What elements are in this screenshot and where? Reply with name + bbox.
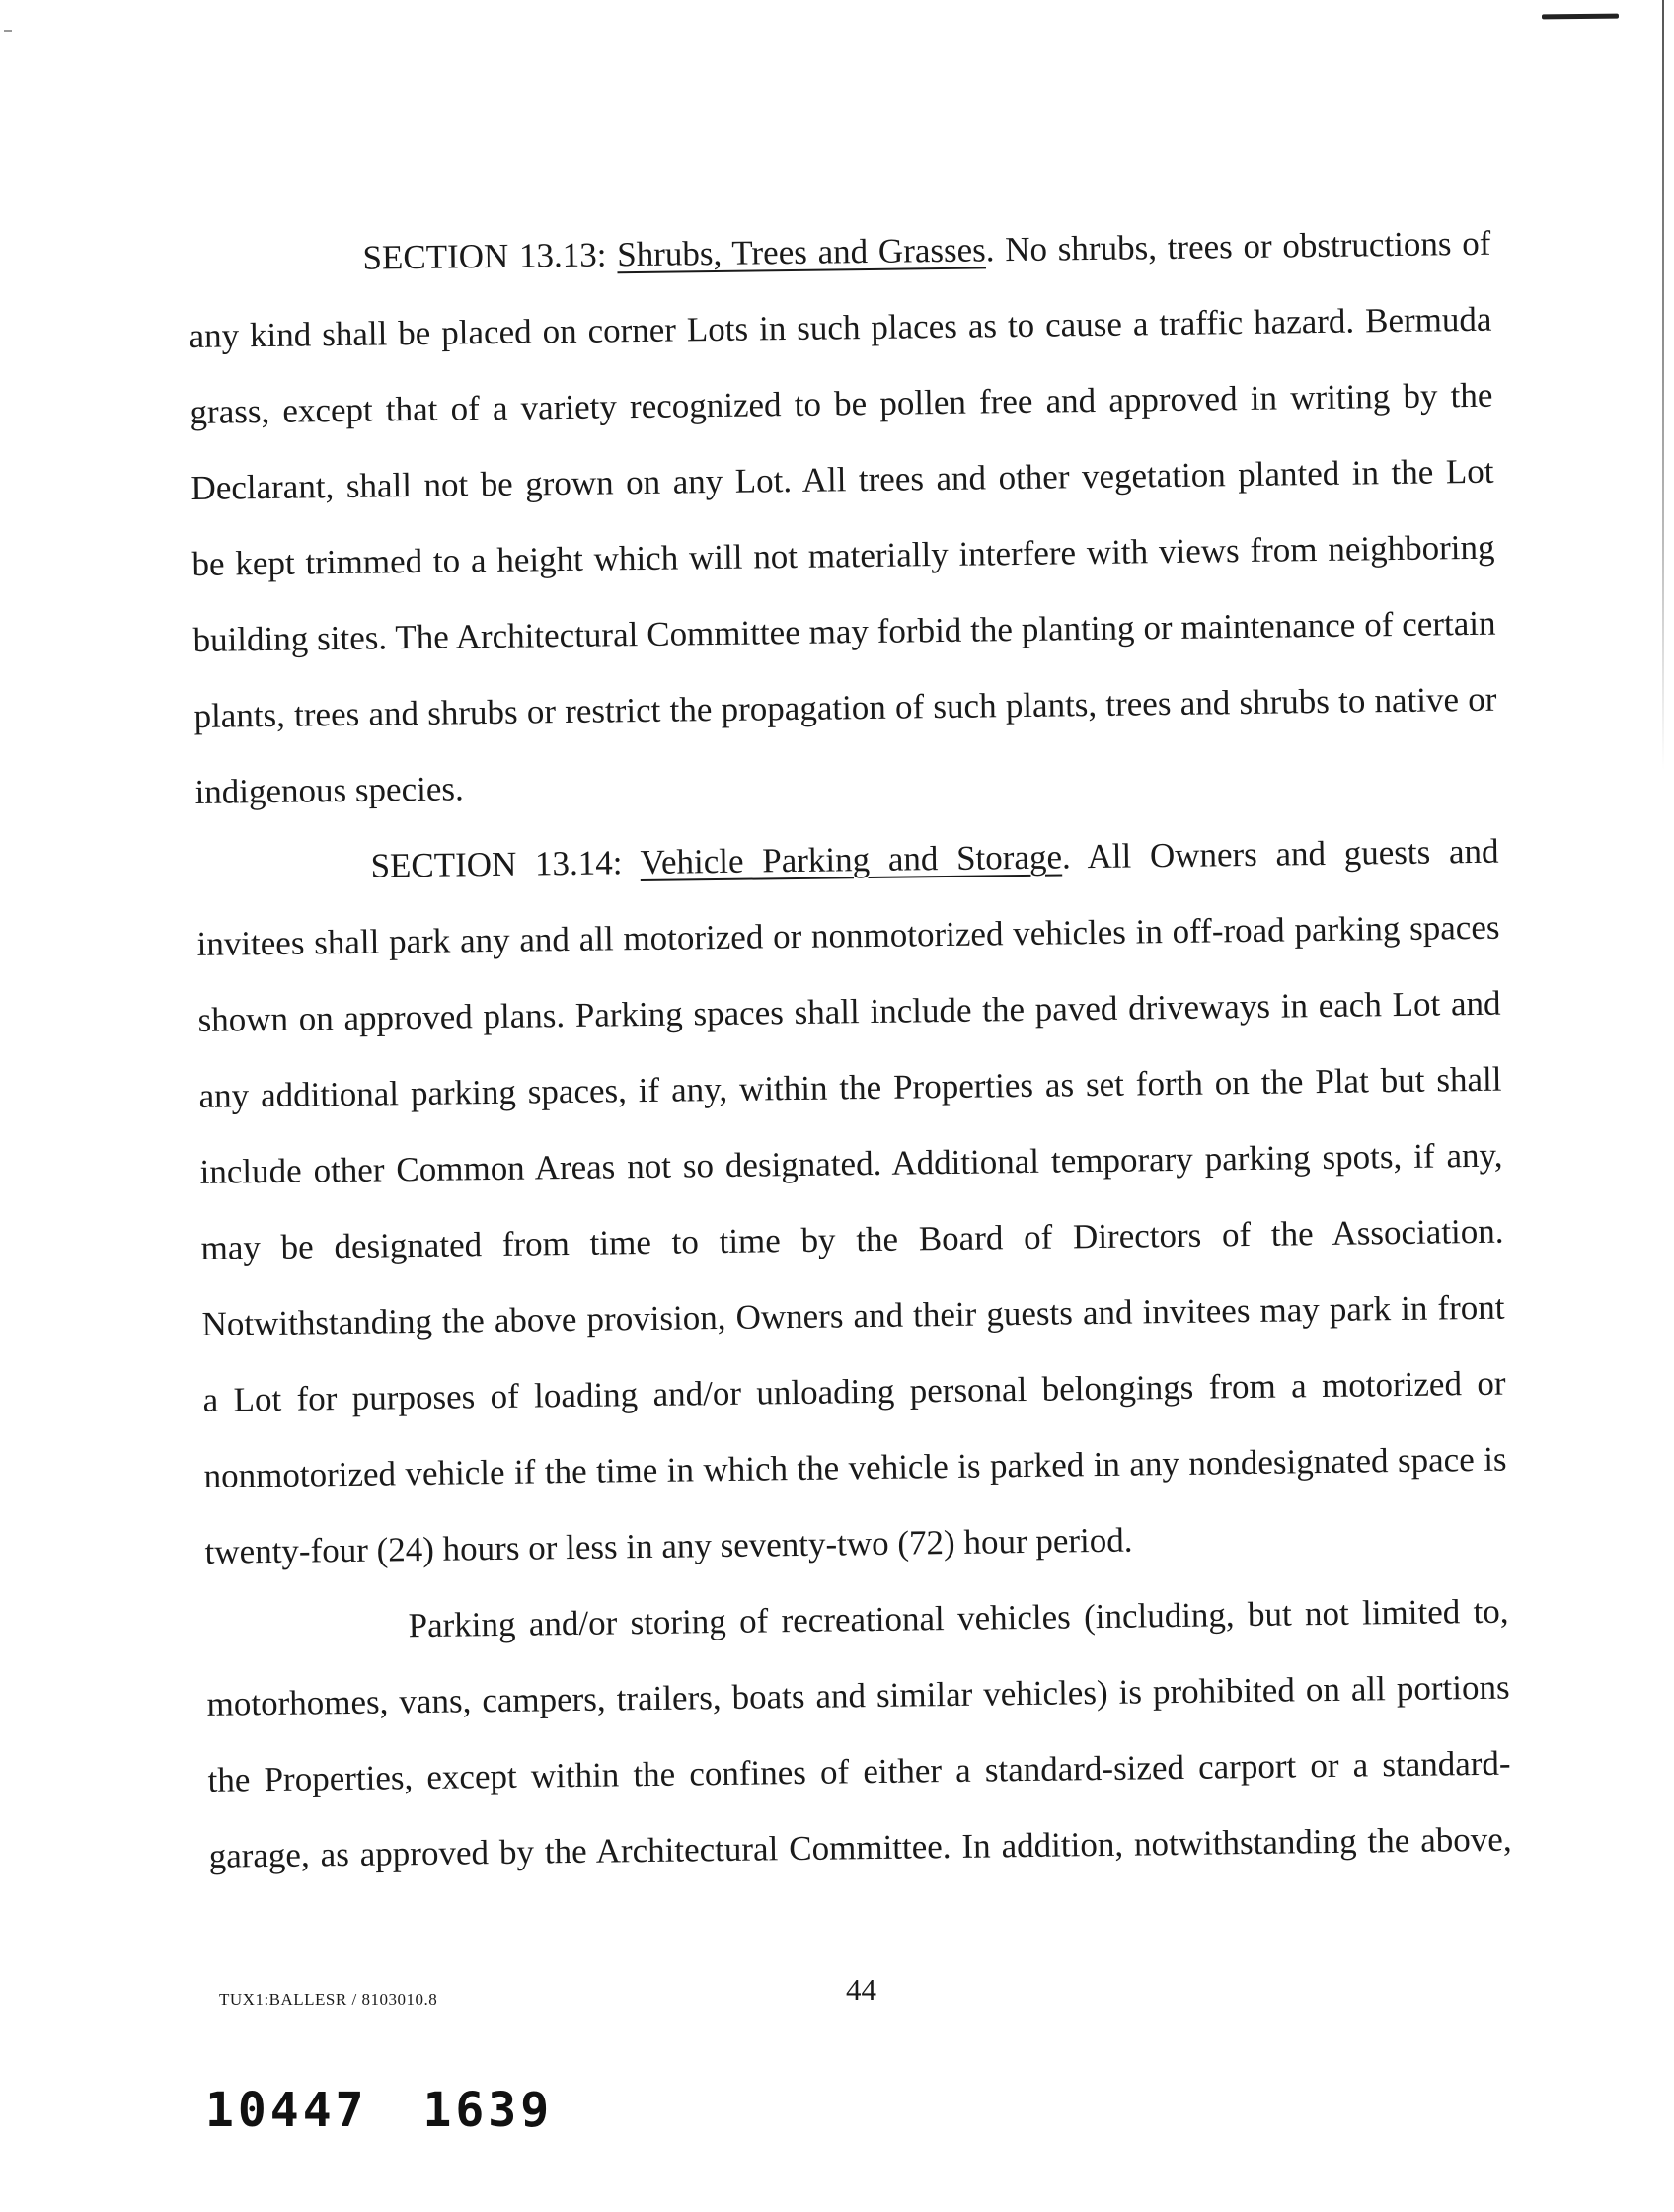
section-number: SECTION 13.14: — [370, 843, 641, 885]
scan-artifact-dot — [4, 30, 12, 32]
body-line: a Lot for purposes of loading and/or unloading personal belongings from a motorized or — [202, 1363, 1506, 1419]
body-line: twenty-four (24) hours or less in any seventy-two (72) hour period. — [204, 1520, 1133, 1571]
section-text: . All Owners and guests and — [1061, 831, 1499, 877]
body-line: shown on approved plans. Parking spaces shall include the paved driveways in each Lot and — [197, 983, 1501, 1039]
body-line: grass, except that of a variety recognized to be pollen free and approved in writing by the — [190, 375, 1493, 431]
body-line: nonmotorized vehicle if the time in which the vehicle is parked in any nondesignated space is — [203, 1439, 1507, 1495]
section-number: SECTION 13.13: — [362, 235, 618, 277]
section-title: Shrubs, Trees and Grasses — [616, 230, 987, 274]
page-number: 44 — [846, 1972, 876, 2007]
body-line: any additional parking spaces, if any, within the Properties as set forth on the Plat but shall — [198, 1059, 1502, 1115]
document-code: TUX1:BALLESR / 8103010.8 — [219, 1990, 438, 2009]
paragraph-start-line: Parking and/or storing of recreational vehicles (including, but not limited to, — [408, 1591, 1509, 1645]
scan-artifact-edge — [1662, 0, 1664, 770]
body-line: plants, trees and shrubs or restrict the propagation of such plants, trees and shrubs to native or — [193, 679, 1497, 735]
body-line: any kind shall be placed on corner Lots in such places as to cause a traffic hazard. Bermuda — [189, 299, 1492, 355]
section-title: Vehicle Parking and Storage — [640, 837, 1063, 882]
section-text: . No shrubs, trees or obstructions of — [985, 223, 1491, 269]
body-line: motorhomes, vans, campers, trailers, boats and similar vehicles) is prohibited on all portions — [206, 1667, 1510, 1723]
body-line: indigenous species. — [194, 769, 464, 811]
scan-artifact-mark — [1542, 14, 1619, 20]
stamp-page-number: 1639 — [422, 2083, 554, 2138]
body-line: invitees shall park any and all motorized or nonmotorized vehicles in off-road parking spaces — [196, 907, 1500, 963]
body-line: Notwithstanding the above provision, Owners and their guests and invitees may park in front — [201, 1287, 1505, 1343]
stamp-book-number: 10447 — [205, 2083, 368, 2138]
body-line: Declarant, shall not be grown on any Lot. All trees and other vegetation planted in the Lot — [190, 451, 1494, 507]
body-line: include other Common Areas not so designated. Additional temporary parking spots, if any, — [199, 1135, 1503, 1191]
body-line: be kept trimmed to a height which will not materially interfere with views from neighboring — [191, 527, 1495, 583]
body-line: the Properties, except within the confines of either a standard-sized carport or a standard-sized — [207, 1743, 1511, 1799]
recording-stamp — [205, 2083, 553, 2138]
body-line: garage, as approved by the Architectural Committee. In addition, notwithstanding the above, — [208, 1819, 1512, 1875]
body-line: building sites. The Architectural Committee may forbid the planting or maintenance of certain — [192, 603, 1496, 659]
body-line: may be designated from time to time by the Board of Directors of the Association. — [200, 1211, 1504, 1267]
document-body — [188, 205, 1512, 1894]
